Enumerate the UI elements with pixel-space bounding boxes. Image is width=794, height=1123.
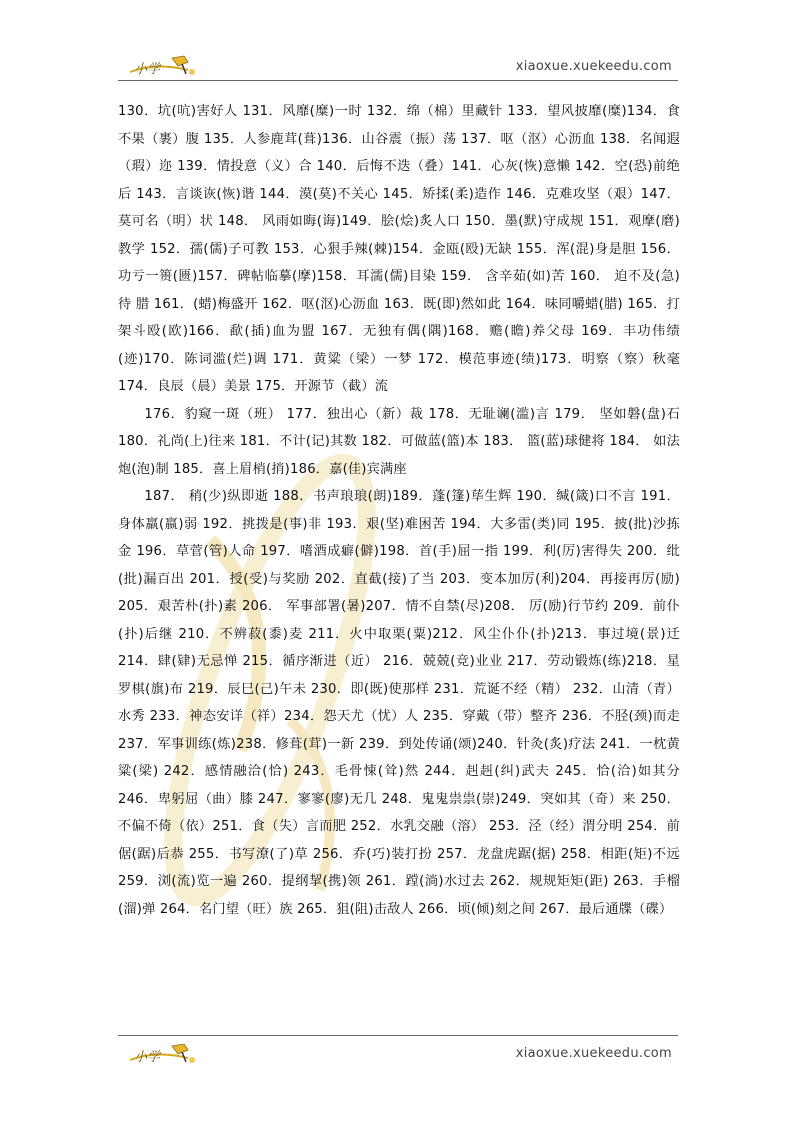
site-logo (126, 52, 196, 78)
page-header (118, 52, 678, 81)
paragraph-2: 176．豹窥一斑（班） 177．独出心（新）裁 178．无耻谰(滥)言 179． 坚如磐(盘)石 180．礼尚(上)往来 181．不计(记)其数 182．可做蓝(篮)本 183． 篮(蓝)球健将 184． 如法炮(泡)制 185．喜上眉梢(捎)186．嘉(佳)宾满座 (118, 406, 680, 477)
footer-logo (126, 1040, 196, 1066)
document-body (118, 98, 680, 923)
paragraph-3: 187． 稍(少)纵即逝 188．书声琅琅(朗)189．蓬(篷)荜生辉 190．缄(箴)口不言 191．身体羸(嬴)弱 192．挑拨是(事)非 193．艰(坚)难困苦 194．大多雷(类)同 195．披(批)沙拣金 196．草菅(管)人命 197．嗜酒成癖(僻)198．首(手)屈一指 199．利(厉)害得失 200．纰(批)漏百出 201．授(受)与奖励 202．直截(接)了当 203．变本加厉(利)204．再接再厉(励) 205．艰苦朴(扑)素 206． 军事部署(暑)207．情不自禁(尽)208． 厉(励)行节约 209．前仆(扑)后继 210．不辨菽(黍)麦 211．火中取栗(粟)212．风尘仆仆(扑)213．事过境(景)迁 214．肆(肄)无忌惮 215．循序渐进（近） 216．兢兢(竞)业业 217．劳动锻炼(练)218．星罗棋(旗)布 219．辰巳(己)午未 230．即(既)使那样 231．荒诞不经（精） 232．山清（青）水秀 233．神态安详（祥）234．怨天尤（忧）人 235．穿戴（带）整齐 236．不胫(颈)而走 237．军事训练(炼)238．修葺(茸)一新 239．到处传诵(颂)240．针灸(炙)疗法 241．一枕黄粱(梁) 242．感情融洽(恰) 243．毛骨悚(耸)然 244．赳赳(纠)武夫 245．恰(洽)如其分 246．卑躬屈（曲）膝 247．寥寥(廖)无几 248．鬼鬼祟祟(崇)249．突如其（奇）来 250．不偏不倚（依）251．食（失）言而肥 252．水乳交融（溶） 253．泾（经）渭分明 254．前倨(踞)后恭 255．书写潦(了)草 256．乔(巧)装打扮 257．龙盘虎踞(据) 258．相距(矩)不远 259．浏(流)览一遍 260．提纲挈(携)领 261．蹚(淌)水过去 262．规规矩矩(距) 263．手榴(溜)弹 264．名门望（旺）族 265．狙(阻)击敌人 266．顷(倾)刻之间 267．最后通牒（碟） (118, 489, 680, 917)
page-footer (118, 1035, 678, 1064)
footer-site-url[interactable]: xiaoxue.xuekeedu.com (515, 1046, 672, 1061)
logo-text: 小学 (134, 62, 161, 77)
paragraph-1: 130．坑(吭)害好人 131．风靡(糜)一时 132．绵（棉）里藏针 133．望风披靡(糜)134．食不果（裹）腹 135．人参鹿茸(葺)136．山谷震（振）荡 137．呕（沤）心沥血 138．名闻遐（瑕）迩 139．情投意（义）合 140．后悔不迭（叠）141．心灰(恢)意懒 142．空(恐)前绝后 143．言谈诙(恢)谐 144．漠(莫)不关心 145．矫揉(柔)造作 146．克难攻坚（艰）147．莫可名（明）状 148． 风雨如晦(诲)149．脍(烩)炙人口 150．墨(默)守成规 151．观摩(磨)教学 152．孺(儒)子可教 153．心狠手辣(棘)154．金瓯(殴)无缺 155．浑(混)身是胆 156．功亏一篑(匮)157．碑帖临摹(摩)158．耳濡(儒)目染 159． 含辛茹(如)苦 160． 迫不及(急)待 腊 161．(蜡)梅盛开 162．呕(沤)心沥血 163．既(即)然如此 164．味同嚼蜡(腊) 165．打架斗殴(欧)166．歃(插)血为盟 167．无独有偶(隅)168．赡(瞻)养父母 169．丰功伟绩(迹)170．陈词滥(烂)调 171．黄粱（梁）一梦 172．模范事迹(绩)173．明察（察）秋毫 174．良辰（晨）美景 175．开源节（截）流 (118, 104, 680, 394)
site-url[interactable]: xiaoxue.xuekeedu.com (515, 59, 672, 74)
footer-logo-text: 小学 (134, 1050, 161, 1065)
